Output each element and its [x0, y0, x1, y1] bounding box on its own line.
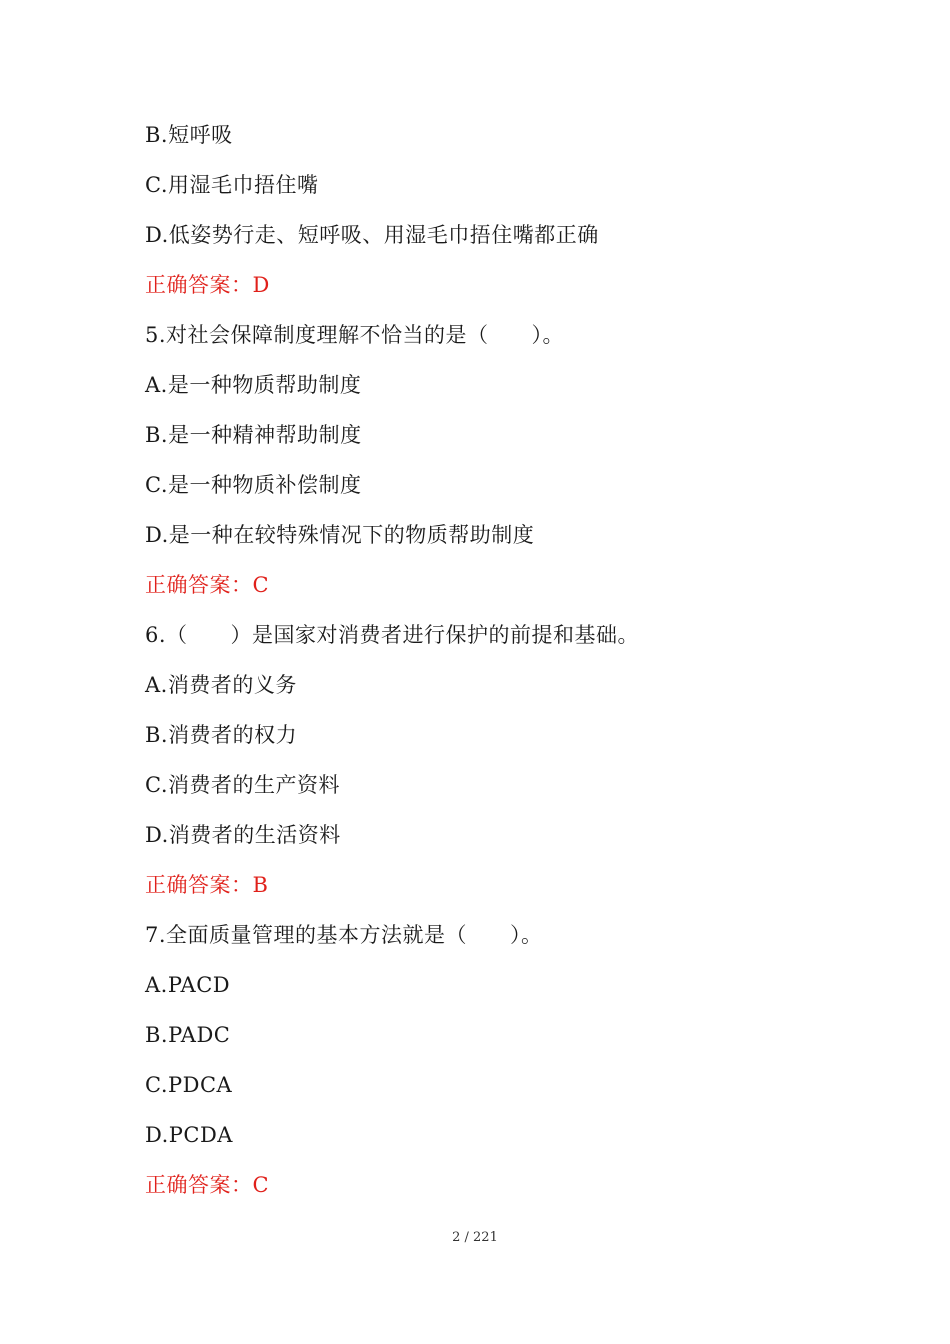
option-line: C.是一种物质补偿制度 — [145, 473, 362, 497]
option-line: B.PADC — [145, 1023, 231, 1047]
option-line: B.短呼吸 — [145, 123, 233, 147]
option-line: A.消费者的义务 — [145, 673, 297, 697]
answer-line: 正确答案：C — [145, 1173, 270, 1197]
option-line: A.是一种物质帮助制度 — [145, 373, 362, 397]
page-number: 2 / 221 — [452, 1230, 498, 1245]
question-line: 7.全面质量管理的基本方法就是（ ）。 — [145, 923, 543, 947]
option-line: D.PCDA — [145, 1123, 233, 1147]
option-line: D.消费者的生活资料 — [145, 823, 341, 847]
answer-line: 正确答案：D — [145, 273, 270, 297]
question-line: 6.（ ）是国家对消费者进行保护的前提和基础。 — [145, 623, 640, 647]
option-line: B.是一种精神帮助制度 — [145, 423, 362, 447]
option-line: B.消费者的权力 — [145, 723, 298, 747]
option-line: C.消费者的生产资料 — [145, 773, 340, 797]
question-line: 5.对社会保障制度理解不恰当的是（ ）。 — [145, 323, 565, 347]
option-line: D.是一种在较特殊情况下的物质帮助制度 — [145, 523, 535, 547]
option-line: A.PACD — [145, 973, 231, 997]
quiz-content — [145, 118, 865, 1218]
option-line: C.PDCA — [145, 1073, 233, 1097]
answer-line: 正确答案：C — [145, 573, 270, 597]
option-line: C.用湿毛巾捂住嘴 — [145, 173, 319, 197]
option-line: D.低姿势行走、短呼吸、用湿毛巾捂住嘴都正确 — [145, 223, 599, 247]
answer-line: 正确答案：B — [145, 873, 269, 897]
